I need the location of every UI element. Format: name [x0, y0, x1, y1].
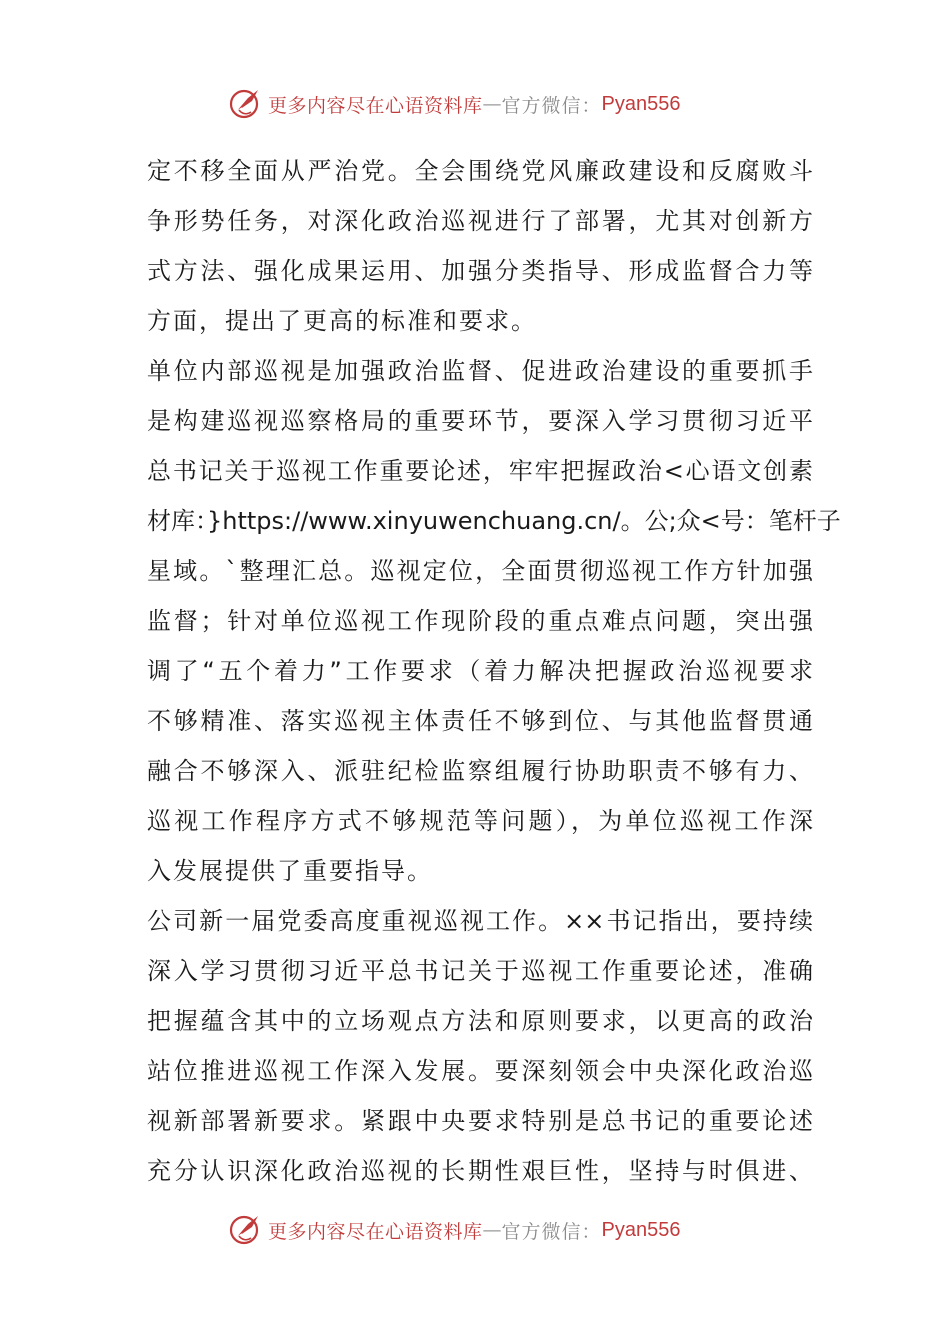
- text-line: 充分认识深化政治巡视的长期性艰巨性，坚持与时俱进、: [147, 1157, 813, 1185]
- text-line: 式方法、强化成果运用、加强分类指导、形成监督合力等: [147, 257, 813, 285]
- text-line: 入发展提供了重要指导。: [147, 857, 433, 885]
- body-text: [147, 146, 841, 1196]
- watermark-label: 官方微信：: [501, 1220, 602, 1243]
- watermark-wechat-id: Pyan556: [601, 1218, 681, 1241]
- quill-logo-icon: [228, 1212, 264, 1248]
- footer-watermark: [228, 1212, 681, 1248]
- text-line: 把握蕴含其中的立场观点方法和原则要求，以更高的政治: [147, 1007, 813, 1035]
- text-line: 监督；针对单位巡视工作现阶段的重点难点问题，突出强: [147, 607, 813, 635]
- text-line: 是构建巡视巡察格局的重要环节，要深入学习贯彻习近平: [147, 407, 813, 435]
- text-line: 巡视工作程序方式不够规范等问题），为单位巡视工作深: [147, 807, 813, 835]
- watermark-site-text: 更多内容尽在心语资料库: [268, 94, 483, 117]
- text-line: 融合不够深入、派驻纪检监察组履行协助职责不够有力、: [147, 757, 813, 785]
- header-watermark: [228, 86, 681, 122]
- text-line: 星域。`整理汇总。巡视定位，全面贯彻巡视工作方针加强: [147, 557, 813, 585]
- text-line: 站位推进巡视工作深入发展。要深刻领会中央深化政治巡: [147, 1057, 813, 1085]
- watermark-wechat-id: Pyan556: [601, 92, 681, 115]
- text-line: 方面，提出了更高的标准和要求。: [147, 307, 537, 335]
- text-line: 公司新一届党委高度重视巡视工作。××书记指出，要持续: [147, 907, 813, 935]
- text-line: 争形势任务，对深化政治巡视进行了部署，尤其对创新方: [147, 207, 813, 235]
- watermark-site-text: 更多内容尽在心语资料库: [268, 1220, 483, 1243]
- text-line: 调了“五个着力”工作要求（着力解决把握政治巡视要求: [147, 657, 813, 685]
- watermark-dash: —: [482, 93, 502, 115]
- text-line: 不够精准、落实巡视主体责任不够到位、与其他监督贯通: [147, 707, 813, 735]
- text-line: 单位内部巡视是加强政治监督、促进政治建设的重要抓手: [147, 357, 813, 385]
- watermark-label: 官方微信：: [501, 94, 602, 117]
- text-line: 总书记关于巡视工作重要论述，牢牢把握政治<心语文创素: [147, 457, 813, 485]
- text-line: 深入学习贯彻习近平总书记关于巡视工作重要论述，准确: [147, 957, 813, 985]
- text-line: 视新部署新要求。紧跟中央要求特别是总书记的重要论述: [147, 1107, 813, 1135]
- text-line: 材库：}https://www.xinyuwenchuang.cn/。公;众<号：笔杆子: [147, 507, 841, 535]
- watermark-dash: —: [482, 1219, 502, 1241]
- quill-logo-icon: [228, 86, 264, 122]
- text-line: 定不移全面从严治党。全会围绕党风廉政建设和反腐败斗: [147, 157, 813, 185]
